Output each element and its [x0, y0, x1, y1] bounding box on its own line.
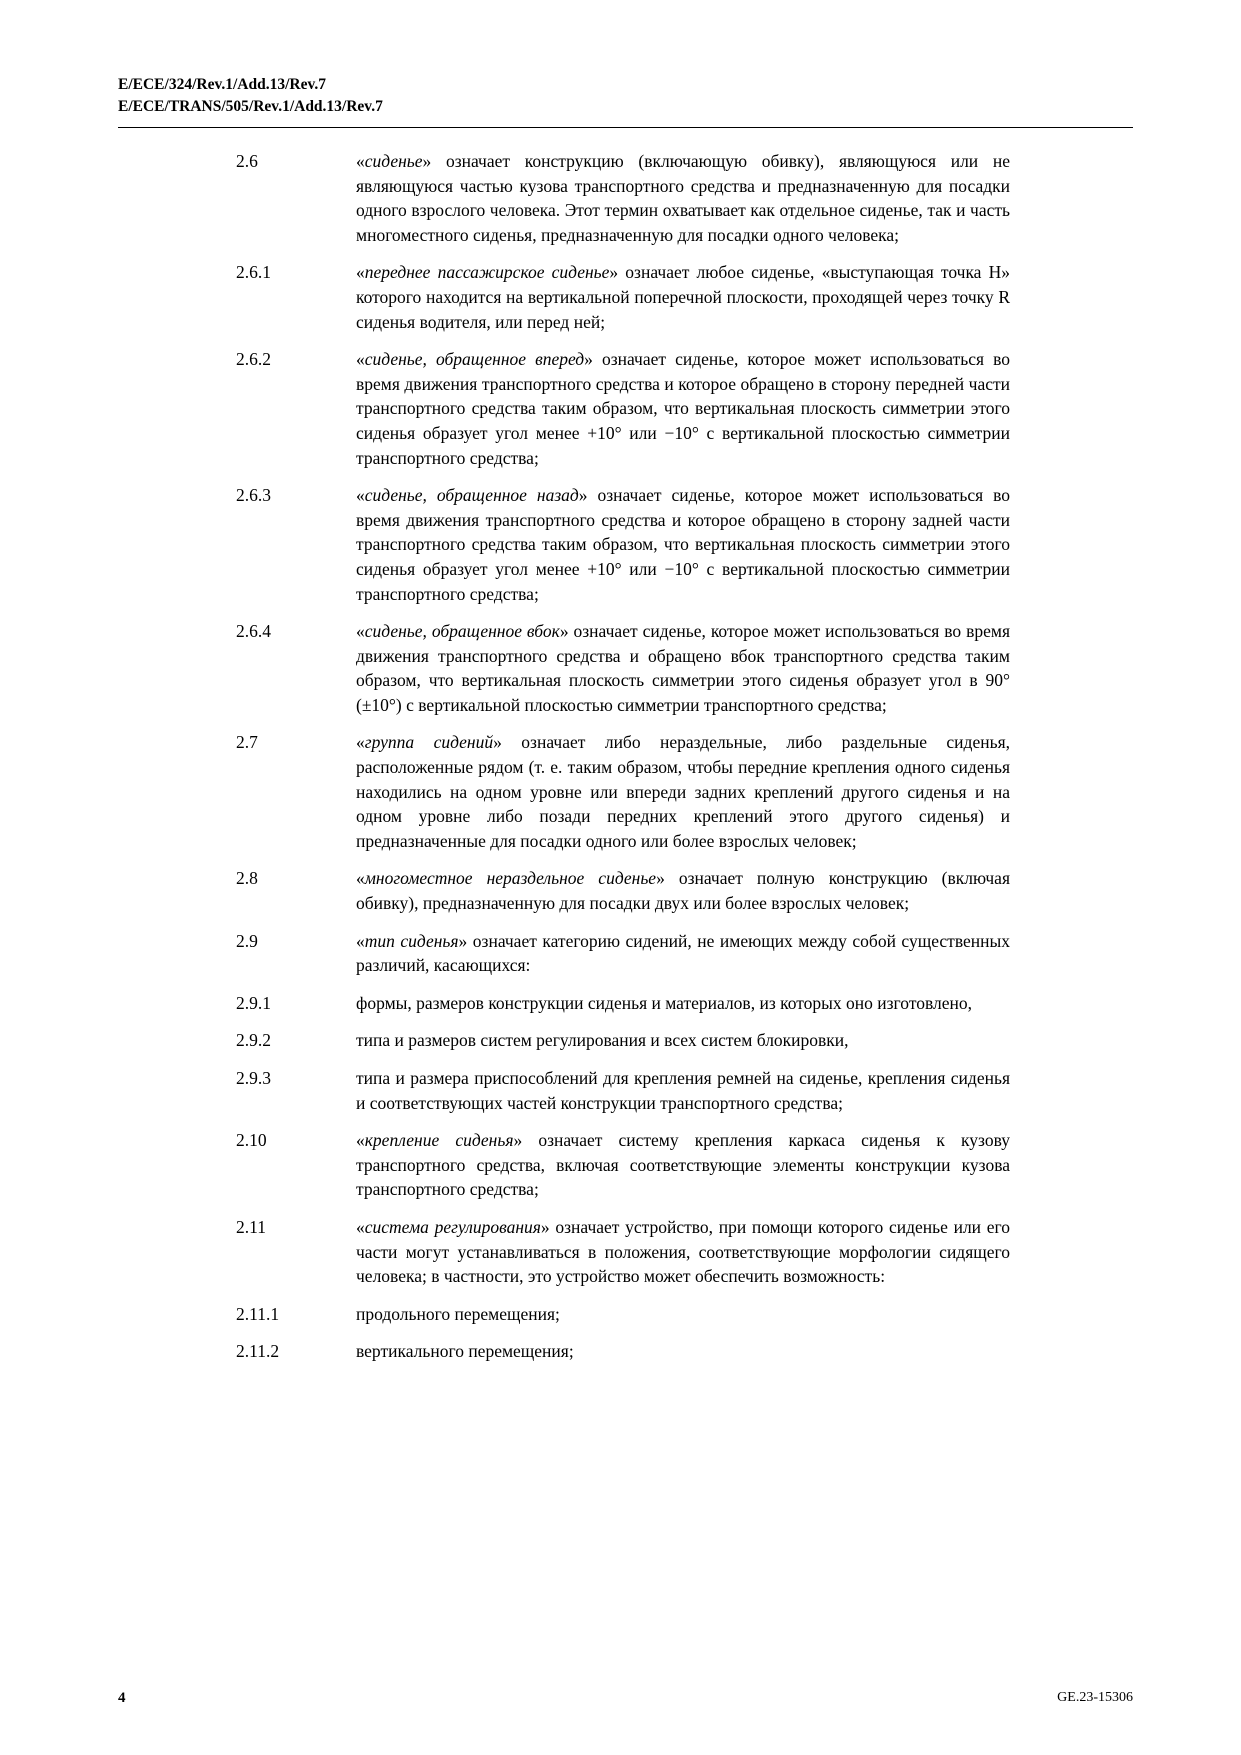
defined-term: сиденье, обращенное вбок: [364, 621, 560, 642]
paragraph-text: «система регулирования» означает устройство, при помощи которого сиденье или его части могут устанавливаться в положения, соответствующие морфологии сидящего человека; в частности, это устройство может обеспечить возможность:: [356, 1216, 1010, 1287]
paragraph-number: 2.8: [236, 868, 258, 889]
item-text: вертикального перемещения;: [356, 1341, 574, 1362]
paragraph: [236, 619, 1010, 717]
defined-term: система регулирования: [364, 1216, 541, 1237]
paragraph: [236, 1215, 1010, 1289]
paragraph-text: «многоместное нераздельное сиденье» означает полную конструкцию (включая обивку), предназначенную для посадки двух или более взрослых человек;: [356, 868, 1010, 914]
paragraph-text: [356, 991, 1010, 1016]
document-header: [118, 74, 383, 118]
definition-text: означает систему крепления каркаса сиденья к кузову транспортного средства, включая соответствующие элементы конструкции кузова транспортного средства;: [356, 1130, 1010, 1200]
item-text: типа и размера приспособлений для крепления ремней на сиденье, крепления сиденья и соответствующих частей конструкции транспортного средства;: [356, 1068, 1010, 1113]
paragraph-text: «группа сидений» означает либо нераздельные, либо раздельные сиденья, расположенные рядом (т. е. таким образом, чтобы передние крепления одного сиденья находились на одном уровне или впереди задних креплений другого сиденья и на одном уровне либо позади передних креплений этого другого сиденья) и предназначенные для посадки одного или более взрослых человек;: [356, 732, 1010, 851]
paragraph: [236, 1028, 1010, 1053]
definition-text: означает либо нераздельные, либо раздельные сиденья, расположенные рядом (т. е. таким образом, чтобы передние крепления одного сиденья находились на одном уровне или впереди задних креплений другого сиденья и на одном уровне либо позади передних креплений этого другого сиденья) и предназначенные для посадки одного или более взрослых человек;: [356, 732, 1010, 851]
paragraph: [236, 730, 1010, 853]
definition-text: означает категорию сидений, не имеющих между собой существенных различий, касающихся:: [356, 930, 1010, 976]
paragraph-text: [356, 1028, 1010, 1053]
defined-term: сиденье, обращенное вперед: [364, 349, 585, 370]
paragraph: [236, 1339, 1010, 1364]
defined-term: группа сидений: [364, 732, 494, 753]
doc-symbol-1: E/ECE/324/Rev.1/Add.13/Rev.7: [118, 76, 326, 93]
definition-text: означает любое сиденье, «выступающая точка H» которого находится на вертикальной поперечной плоскости, проходящей через точку R сиденья водителя, или перед ней;: [356, 262, 1010, 332]
definition-text: означает сиденье, которое может использоваться во время движения транспортного средства и которое обращено в сторону передней части транспортного средства таким образом, что вертикальная плоскость симметрии этого сиденья образует угол менее +10° или −10° с вертикальной плоскостью симметрии транспортного средства;: [356, 349, 1010, 468]
paragraph-text: [356, 1302, 1010, 1327]
defined-term: многоместное нераздельное сиденье: [364, 868, 657, 889]
paragraph-number: 2.9.3: [236, 1068, 271, 1088]
paragraph-text: «крепление сиденья» означает систему крепления каркаса сиденья к кузову транспортного средства, включая соответствующие элементы конструкции кузова транспортного средства;: [356, 1130, 1010, 1200]
paragraph-number: 2.6.4: [236, 621, 271, 642]
paragraph-text: «тип сиденья» означает категорию сидений, не имеющих между собой существенных различий, касающихся:: [356, 930, 1010, 976]
paragraph-text: «сиденье, обращенное вбок» означает сиденье, которое может использоваться во время движения транспортного средства и обращено вбок транспортного средства таким образом, что вертикальная плоскость симметрии этого сиденья образует угол в 90° (±10°) с вертикальной плоскостью симметрии транспортного средства;: [356, 621, 1010, 715]
definition-text: означает сиденье, которое может использоваться во время движения транспортного средства и которое обращено в сторону задней части транспортного средства таким образом, что вертикальная плоскость симметрии этого сиденья образует угол менее +10° или −10° с вертикальной плоскостью симметрии транспортного средства;: [356, 485, 1010, 604]
paragraph: [236, 483, 1010, 606]
header-divider: [118, 127, 1133, 128]
paragraph-text: «сиденье, обращенное назад» означает сиденье, которое может использоваться во время движения транспортного средства и которое обращено в сторону задней части транспортного средства таким образом, что вертикальная плоскость симметрии этого сиденья образует угол менее +10° или −10° с вертикальной плоскостью симметрии транспортного средства;: [356, 485, 1010, 604]
paragraph: [236, 260, 1010, 334]
paragraph: [236, 929, 1010, 978]
paragraph: [236, 991, 1010, 1016]
document-body: [236, 149, 1010, 1377]
document-code: GE.23-15306: [1057, 1690, 1133, 1705]
paragraph-number: 2.9.2: [236, 1030, 271, 1051]
paragraph: [236, 1302, 1010, 1327]
defined-term: крепление сиденья: [364, 1130, 514, 1151]
defined-term: сиденье, обращенное назад: [364, 485, 579, 506]
paragraph-number: 2.11.2: [236, 1341, 280, 1362]
page-number: 4: [118, 1690, 126, 1706]
paragraph-text: [356, 1066, 1010, 1115]
paragraph-number: 2.7: [236, 732, 258, 753]
paragraph: [236, 1066, 1010, 1115]
definition-text: означает устройство, при помощи которого сиденье или его части могут устанавливаться в положения, соответствующие морфологии сидящего человека; в частности, это устройство может обеспечить возможность:: [356, 1216, 1010, 1287]
paragraph-number: 2.9: [236, 930, 258, 951]
item-text: типа и размеров систем регулирования и всех систем блокировки,: [356, 1030, 849, 1051]
item-text: продольного перемещения;: [356, 1303, 560, 1324]
doc-symbol-2: E/ECE/TRANS/505/Rev.1/Add.13/Rev.7: [118, 98, 383, 115]
defined-term: сиденье: [364, 151, 423, 171]
paragraph-text: «переднее пассажирское сиденье» означает любое сиденье, «выступающая точка H» которого находится на вертикальной поперечной плоскости, проходящей через точку R сиденья водителя, или перед ней;: [356, 262, 1010, 332]
paragraph-number: 2.6.3: [236, 485, 271, 506]
paragraph-number: 2.11.1: [236, 1303, 280, 1324]
item-text: формы, размеров конструкции сиденья и материалов, из которых оно изготовлено,: [356, 992, 973, 1013]
paragraph: [236, 347, 1010, 470]
paragraph-number: 2.6.1: [236, 262, 271, 283]
defined-term: переднее пассажирское сиденье: [364, 262, 610, 283]
paragraph: [236, 866, 1010, 915]
paragraph-text: «сиденье» означает конструкцию (включающую обивку), являющуюся или не являющуюся частью кузова транспортного средства и предназначенную для посадки одного взрослого человека. Этот термин охватывает как отдельное сиденье, так и часть многоместного сиденья, предназначенную для посадки одного человека;: [356, 151, 1010, 245]
paragraph-number: 2.11: [236, 1216, 266, 1237]
paragraph-number: 2.9.1: [236, 992, 271, 1013]
paragraph-number: 2.10: [236, 1130, 267, 1151]
paragraph-text: [356, 1339, 1010, 1364]
paragraph: [236, 149, 1010, 247]
paragraph: [236, 1128, 1010, 1202]
definition-text: означает полную конструкцию (включая обивку), предназначенную для посадки двух или более взрослых человек;: [356, 868, 1010, 914]
paragraph-number: 2.6: [236, 151, 258, 171]
definition-text: означает конструкцию (включающую обивку), являющуюся или не являющуюся частью кузова транспортного средства и предназначенную для посадки одного взрослого человека. Этот термин охватывает как отдельное сиденье, так и часть многоместного сиденья, предназначенную для посадки одного человека;: [356, 151, 1010, 245]
defined-term: тип сиденья: [364, 930, 459, 951]
paragraph-number: 2.6.2: [236, 349, 271, 370]
paragraph-text: «сиденье, обращенное вперед» означает сиденье, которое может использоваться во время движения транспортного средства и которое обращено в сторону передней части транспортного средства таким образом, что вертикальная плоскость симметрии этого сиденья образует угол менее +10° или −10° с вертикальной плоскостью симметрии транспортного средства;: [356, 349, 1010, 468]
definition-text: означает сиденье, которое может использоваться во время движения транспортного средства и обращено вбок транспортного средства таким образом, что вертикальная плоскость симметрии этого сиденья образует угол в 90° (±10°) с вертикальной плоскостью симметрии транспортного средства;: [356, 621, 1010, 715]
